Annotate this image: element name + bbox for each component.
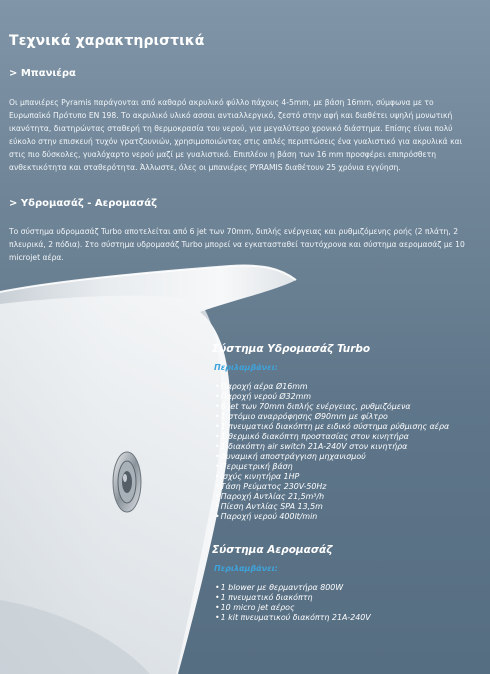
bathtub-description: Οι μπανιέρες Pyramis παράγονται από καθαρό ακρυλικό φύλλο πάχους 4-5mm, με βάση 16mm, σύμφωνα με το Ευρωπαϊκό Πρότυπο EN 198. Το ακρυλικό υλικό ασσαι αντιαλλεργικό, ζεστό στην αφή και διαθέτει υψηλή μονωτική ικανότητα, διατηρώντας σταθερή τη θερμοκρασία του νερού, για μεγαλύτερο χρονικό διάστημα. Επίσης είναι πολύ εύκολο στην επισκευή τυχόν γρατζουνιών, χρησιμοποιώντας στις απλές περιπτώσεις ένα γυαλιστικό για ακρυλικά και στις πιο δύσκολες, γυαλόχαρτο νερού μαζί με γυαλιστικό. Επιπλέον η βάση των 16 mm προσφέρει επιπρόσθετη ανθεκτικότητα και σταθερότητα. Άλλωστε, όλες οι μπανιέρες PYRAMIS διαθέτουν 25 χρόνια εγγύηση. xyxy=(9,98,463,172)
turbo-system-title: Σύστημα Υδρομασάζ Turbo xyxy=(212,343,371,355)
list-item: • 10 micro jet αέρος xyxy=(212,603,482,613)
list-item: • Παροχή Αντλίας 21,5m³/h xyxy=(212,492,482,502)
list-item: • 1 kit πνευματικού διακόπτη 21A-240V xyxy=(212,613,482,623)
list-item: • 1 blower με θερμαντήρα 800W xyxy=(212,583,482,593)
list-item: • Ισχύς κινητήρα 1HP xyxy=(212,472,482,482)
list-item: • Τάση Ρεύματος 230V-50Hz xyxy=(212,482,482,492)
list-item: • Παροχή αέρα Ø16mm xyxy=(212,382,482,392)
page-title: Τεχνικά χαρακτηριστικά xyxy=(9,33,205,49)
list-item: • 1 θερμικό διακόπτη προστασίας στον κινητήρα xyxy=(212,432,482,442)
hydromassage-description: Το σύστημα υδρομασάζ Turbo αποτελείται από 6 jet των 70mm, διπλής ενέργειας και ρυθμιζόμενης ροής (2 πλάτη, 2 πλευρικά, 2 πόδια). Στο σύστημα υδρομασάζ Turbo μπορεί να εγκατασταθεί ταυτόχρονα και σύστημα αερομασάζ με 10 microjet αέρα. xyxy=(9,227,465,262)
jet-nozzle-icon xyxy=(112,451,142,513)
section-heading-hydromassage: > Υδρομασάζ - Αερομασάζ xyxy=(9,198,158,209)
list-item: • 6 jet των 70mm διπλής ενέργειας, ρυθμιζόμενα xyxy=(212,402,482,412)
list-item: • Παροχή νερού Ø32mm xyxy=(212,392,482,402)
list-item: • 1 διακόπτη air switch 21A-240V στον κινητήρα xyxy=(212,442,482,452)
aero-feature-list xyxy=(212,583,482,623)
section-heading-bathtub: > Μπανιέρα xyxy=(9,68,76,79)
list-item: • 1 πνευματικό διακόπτη xyxy=(212,593,482,603)
aero-system-title: Σύστημα Αερομασάζ xyxy=(212,544,333,556)
turbo-includes-label: Περιλαμβάνει: xyxy=(214,363,278,372)
aero-includes-label: Περιλαμβάνει: xyxy=(214,564,278,573)
list-item: • Περιμετρική βάση xyxy=(212,462,482,472)
list-item: • 1 πνευματικό διακόπτη με ειδικό σύστημα ρύθμισης αέρα xyxy=(212,422,482,432)
turbo-feature-list xyxy=(212,382,482,522)
list-item: • 1 στόμιο αναρρόφησης Ø90mm με φίλτρο xyxy=(212,412,482,422)
list-item: • Δυναμική αποστράγγιση μηχανισμού xyxy=(212,452,482,462)
list-item: • Παροχή νερού 400lt/min xyxy=(212,512,482,522)
turbo-system-panel xyxy=(212,343,482,623)
list-item: • Πίεση Αντλίας SPA 13,5m xyxy=(212,502,482,512)
